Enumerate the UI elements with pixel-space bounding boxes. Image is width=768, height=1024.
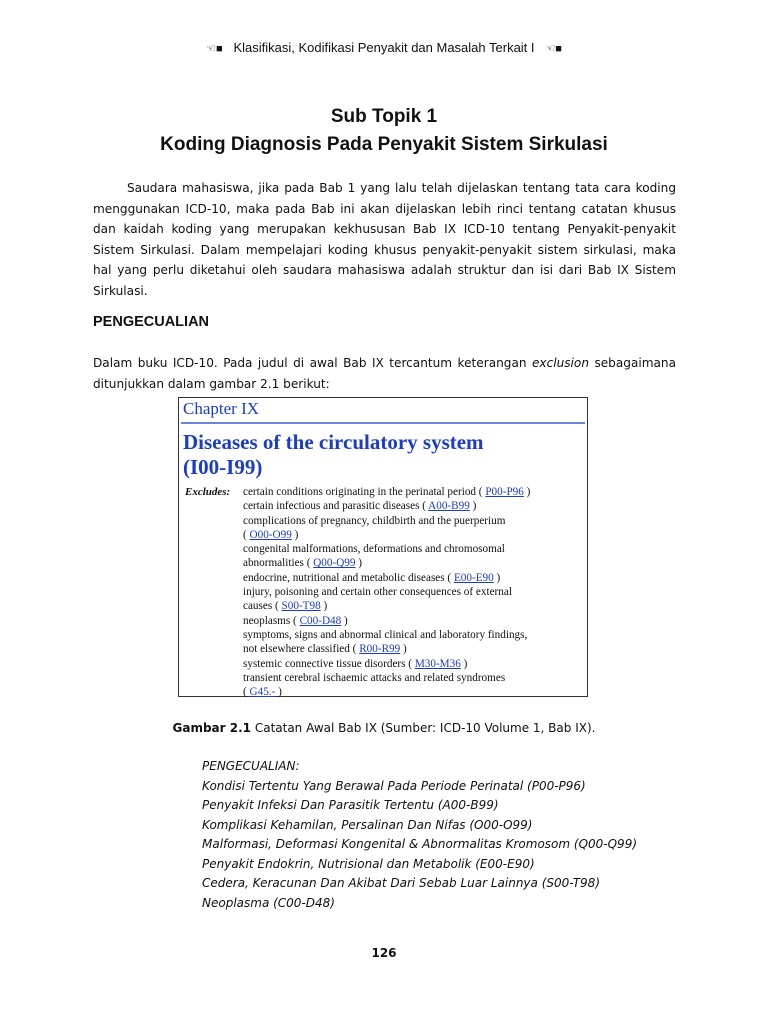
caption-label: Gambar 2.1 <box>172 721 252 735</box>
figure-caption <box>0 721 768 735</box>
excludes-line-tail: ) <box>355 557 363 570</box>
excludes-line-text: symptoms, signs and abnormal clinical and laboratory findings, <box>243 628 528 641</box>
excludes-line <box>243 485 583 499</box>
icd-code-link[interactable]: Q00-Q99 <box>313 557 356 570</box>
exclusion-list-item: Penyakit Infeksi Dan Parasitik Tertentu (A00-B99) <box>202 798 499 812</box>
icd-code-link[interactable]: S00-T98 <box>281 600 321 613</box>
excludes-line-text: certain infectious and parasitic diseases ( <box>243 500 429 513</box>
excludes-line-text: endocrine, nutritional and metabolic diseases ( <box>243 571 454 584</box>
excludes-line-tail: ) <box>320 600 328 613</box>
paragraph-text: sebagaimana ditunjukkan dalam gambar 2.1 berikut: <box>93 356 676 391</box>
excludes-line <box>243 499 583 513</box>
figure-divider <box>181 422 585 424</box>
exclusion-paragraph <box>93 353 676 394</box>
exclusion-list-item: Komplikasi Kehamilan, Persalinan Dan Nifas (O00-O99) <box>202 817 533 832</box>
hand-pointer-icon: ☜■ <box>206 43 223 55</box>
excludes-line-text: complications of pregnancy, childbirth and the puerperium <box>243 514 506 527</box>
excludes-line <box>243 542 583 556</box>
exclusion-list-item: Penyakit Endokrin, Nutrisional dan Metabolik (E00-E90) <box>202 856 535 871</box>
excludes-line-text: neoplasms ( <box>243 614 300 627</box>
icd-code-link[interactable]: M30-M36 <box>414 657 461 670</box>
excludes-line-text: injury, poisoning and certain other consequences of external <box>243 586 512 599</box>
excludes-line-text: ( <box>243 686 250 699</box>
icd-code-link[interactable]: P00-P96 <box>485 486 524 498</box>
header-text: Klasifikasi, Kodifikasi Penyakit dan Masalah Terkait I <box>233 40 535 55</box>
icd-code-link[interactable]: C00-D48 <box>299 614 342 627</box>
excludes-line <box>243 642 583 656</box>
excludes-line <box>243 657 583 671</box>
excludes-line-text: abnormalities ( <box>243 557 314 570</box>
excludes-line-tail: ) <box>275 686 282 699</box>
page-title: Koding Diagnosis Pada Penyakit Sistem Sirkulasi <box>160 134 608 155</box>
figure-title: Diseases of the circulatory system <box>183 430 484 454</box>
excludes-list <box>243 485 583 699</box>
excludes-label: Excludes: <box>185 486 231 498</box>
excludes-line <box>243 671 583 685</box>
excludes-line-tail: ) <box>460 657 468 670</box>
exclusion-list-item: Kondisi Tertentu Yang Berawal Pada Periode Perinatal (P00-P96) <box>202 778 586 793</box>
icd-code-link[interactable]: G45.- <box>249 686 276 699</box>
excludes-line <box>243 585 583 599</box>
excludes-line-text: transient cerebral ischaemic attacks and related syndromes <box>243 671 506 684</box>
icd-code-link[interactable]: R00-R99 <box>359 643 401 656</box>
excludes-line-tail: ) <box>400 643 407 656</box>
paragraph-text: Dalam buku ICD-10. Pada judul di awal Bab IX tercantum keterangan <box>93 356 532 370</box>
excludes-line-tail: ) <box>469 500 477 513</box>
exclusion-list-indonesian <box>202 757 637 913</box>
page-number: 126 <box>371 946 397 960</box>
running-header <box>0 40 768 55</box>
excludes-line <box>243 628 583 642</box>
excludes-line <box>243 685 583 699</box>
icd-code-link[interactable]: A00-B99 <box>428 500 470 513</box>
hand-pointer-icon: ☜■ <box>545 43 562 55</box>
excludes-line <box>243 556 583 570</box>
excludes-line-tail: ) <box>523 486 531 498</box>
excludes-line-text: certain conditions originating in the perinatal period ( <box>243 486 486 498</box>
excludes-line-tail: ) <box>493 571 501 584</box>
excludes-line-tail: ) <box>341 614 348 627</box>
paragraph-italic: exclusion <box>531 356 589 370</box>
exclusion-list-item: Malformasi, Deformasi Kongenital & Abnormalitas Kromosom (Q00-Q99) <box>202 837 638 851</box>
excludes-line <box>243 571 583 585</box>
exclusion-list-item: Cedera, Keracunan Dan Akibat Dari Sebab Luar Lainnya (S00-T98) <box>202 876 600 890</box>
excludes-line <box>243 614 583 628</box>
excludes-line-text: causes ( <box>243 600 282 613</box>
figure-code-range: (I00-I99) <box>183 455 263 479</box>
exclusion-list-item: Neoplasma (C00-D48) <box>202 895 335 910</box>
excludes-line-text: not elsewhere classified ( <box>243 643 360 656</box>
exclusion-list-heading: PENGECUALIAN: <box>202 759 300 773</box>
excludes-line <box>243 599 583 613</box>
section-heading: PENGECUALIAN <box>93 314 210 330</box>
excludes-line-text: congenital malformations, deformations and chromosomal <box>243 543 505 556</box>
icd-code-link[interactable]: E00-E90 <box>453 571 494 584</box>
excludes-line-text: ( <box>243 528 250 541</box>
excludes-line <box>243 528 583 542</box>
excludes-line-text: systemic connective tissue disorders ( <box>243 657 415 670</box>
intro-paragraph: Saudara mahasiswa, jika pada Bab 1 yang lalu telah dijelaskan tentang tata cara koding menggunakan ICD-10, maka pada Bab ini akan dijelaskan lebih rinci tentang catatan khusus dan kaidah koding yang merupakan kekhususan Bab IX ICD-10 tentang Penyakit-penyakit Sistem Sirkulasi. Dalam mempelajari koding khusus penyakit-penyakit sistem sirkulasi, maka hal yang perlu diketahui oleh saudara mahasiswa adalah struktur dan isi dari Bab IX Sistem Sirkulasi. <box>93 181 676 298</box>
figure-chapter-label: Chapter IX <box>183 399 260 418</box>
excludes-line-tail: ) <box>291 528 299 541</box>
caption-text: Catatan Awal Bab IX (Sumber: ICD-10 Volume 1, Bab IX). <box>251 721 596 735</box>
excludes-line <box>243 514 583 528</box>
figure-icd10-chapter-ix <box>178 397 588 697</box>
subtopic-title: Sub Topik 1 <box>330 106 438 127</box>
icd-code-link[interactable]: O00-O99 <box>249 528 292 541</box>
